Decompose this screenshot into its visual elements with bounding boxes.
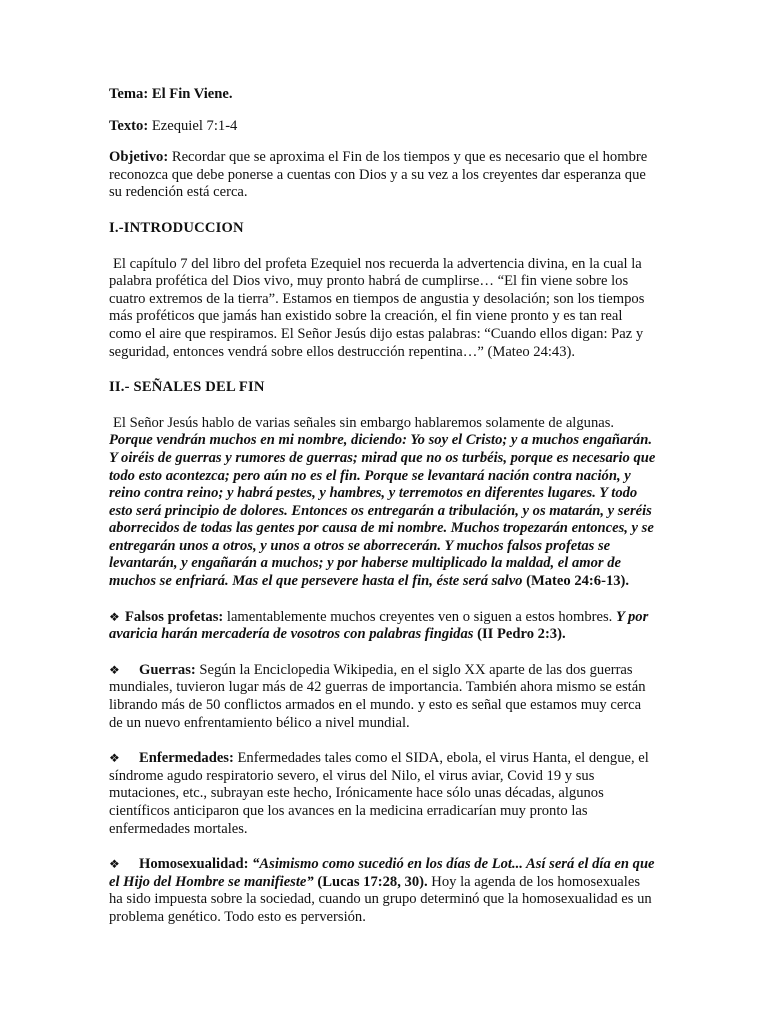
objetivo-text: Recordar que se aproxima el Fin de los tiempos y que es necesario que el hombre reconozca que debe ponerse a cuentas con Dios y a su vez a los creyentes dar esperanza que su redención está cerca. [109,149,648,201]
tema-value: El Fin Viene. [151,86,233,102]
senales-intro: El Señor Jesús hablo de varias señales sin embargo hablaremos solamente de algunas. [113,414,615,431]
diamond-bullet-icon: ❖ [109,857,120,872]
diamond-bullet-icon: ❖ [109,609,120,624]
mateo-reference: (Mateo 24:6-13). [526,573,630,590]
lucas-reference: (Lucas 17:28, 30). [317,873,428,890]
diamond-bullet-icon: ❖ [109,751,120,766]
tema-line [109,86,657,104]
senales-paragraph [109,415,657,591]
diamond-bullet-icon: ❖ [109,662,120,677]
document-body [109,86,657,927]
texto-label: Texto: [109,117,149,134]
bullet-homosexualidad [109,856,657,926]
enfermedades-text: Enfermedades tales como el SIDA, ebola, el virus Hanta, el dengue, el síndrome agudo respiratorio severo, el virus del Nilo, el virus aviar, Covid 19 y sus mutaciones, etc., subrayan este hecho, Irónicamente hace sólo unas décadas, algunos científicos anticiparon que los avances en la medicina erradicarían muy pronto las enfermedades mortales. [109,750,649,837]
section-heading-senales: II.- SEÑALES DEL FIN [109,379,265,396]
homosexualidad-label: Homosexualidad: [139,856,249,873]
introduccion-paragraph: El capítulo 7 del libro del profeta Ezequiel nos recuerda la advertencia divina, en la cual la palabra profética del Dios vivo, muy pronto habrá de cumplirse… “El fin viene sobre los cuatro extremos de la tierra”. Estamos en tiempos de angustia y desolación; son los tiempos más proféticos que jamás han existido sobre la creación, el fin viene pronto y es tan real como el aire que respiramos. El Señor Jesús dijo estas palabras: “Cuando ellos digan: Paz y seguridad, entonces vendrá sobre ellos destrucción repentina…” (Mateo 24:43). [109,255,645,360]
objetivo-label: Objetivo: [109,149,169,166]
texto-line [109,118,657,136]
falsos-text: lamentablemente muchos creyentes ven o siguen a estos hombres. [226,608,613,625]
texto-value: Ezequiel 7:1-4 [151,117,238,134]
falsos-reference: (II Pedro 2:3). [477,626,566,643]
bullet-falsos-profetas [109,609,657,644]
tema-label: Tema: [109,86,149,102]
falsos-label: Falsos profetas: [125,608,224,625]
enfermedades-label: Enfermedades: [139,750,234,767]
guerras-label: Guerras: [139,661,196,678]
mateo-quote: Porque vendrán muchos en mi nombre, diciendo: Yo soy el Cristo; y a muchos engañarán. Y oiréis de guerras y rumores de guerras; mirad que no os turbéis, porque es necesario que todo esto acontezca; pero aún no es el fin. Porque se levantará nación contra nación, y reino contra reino; y habrá pestes, y hambres, y terremotos en diferentes lugares. Y todo esto será principio de dolores. Entonces os entregarán a tribulación, y os matarán, y seréis aborrecidos de todas las gentes por causa de mi nombre. Muchos tropezarán entonces, y se entregarán unos a otros, y unos a otros se aborrecerán. Y muchos falsos profetas se levantarán, y engañarán a muchos; y por haberse multiplicado la maldad, el amor de muchos se enfriará. Mas el que persevere hasta el fin, éste será salvo [109,432,656,590]
guerras-text: Según la Enciclopedia Wikipedia, en el siglo XX aparte de las dos guerras mundiales, tuvieron lugar más de 42 guerras de importancia. También ahora mismo se están librando más de 50 conflictos armados en el mundo. y esto es señal que estamos muy cerca de un nuevo enfrentamiento bélico a nivel mundial. [109,661,646,731]
bullet-enfermedades [109,750,657,838]
homosexualidad-text: Hoy la agenda de los homosexuales ha sido impuesta sobre la sociedad, cuando un grupo determinó que la homosexualidad es un problema genético. Todo esto es perversión. [109,873,652,925]
bullet-guerras [109,662,657,732]
falsos-quote: Y por avaricia harán mercadería de vosotros con palabras fingidas [109,608,649,643]
section-heading-introduccion: I.-INTRODUCCION [109,219,244,236]
objetivo-paragraph [109,149,657,202]
lucas-quote: “Asimismo como sucedió en los días de Lot... Así será el día en que el Hijo del Hombre se manifieste” [109,856,655,890]
